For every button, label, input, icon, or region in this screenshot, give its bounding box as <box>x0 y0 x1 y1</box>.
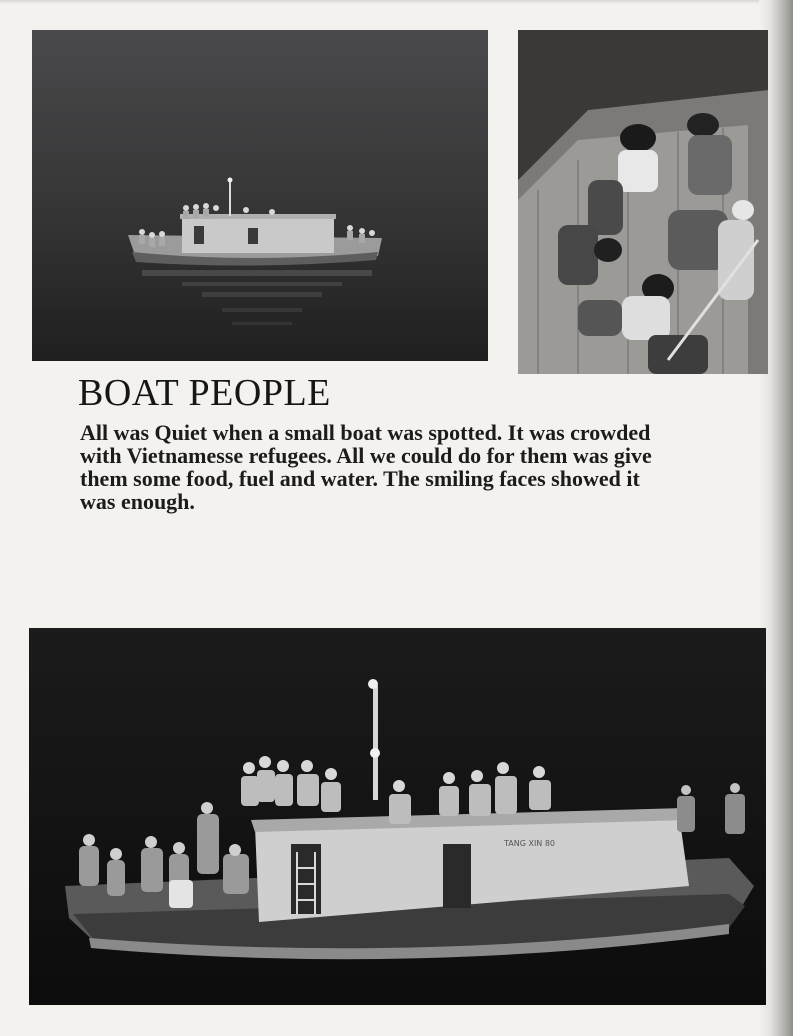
article-body-line: with Vietnamesse refugees. All we could do for them was give <box>80 443 652 468</box>
article-headline: BOAT PEOPLE <box>78 372 331 414</box>
photo-boat-at-night <box>32 30 488 361</box>
photo-crowded-refugee-boat <box>29 628 766 1005</box>
article-body-line: All was Quiet when a small boat was spotted. It was crowded <box>80 420 651 445</box>
page-top-edge <box>0 0 793 4</box>
article-body-line: them some food, fuel and water. The smiling faces showed it <box>80 466 640 491</box>
article-body <box>80 421 760 513</box>
refugees-deck-illustration <box>518 30 768 374</box>
photo-refugees-on-deck <box>518 30 768 374</box>
boat-night-illustration <box>32 30 488 361</box>
article-body-line: was enough. <box>80 489 195 514</box>
crowded-boat-illustration <box>29 628 766 1005</box>
hull-lettering: TANG XIN 80 <box>504 839 556 848</box>
